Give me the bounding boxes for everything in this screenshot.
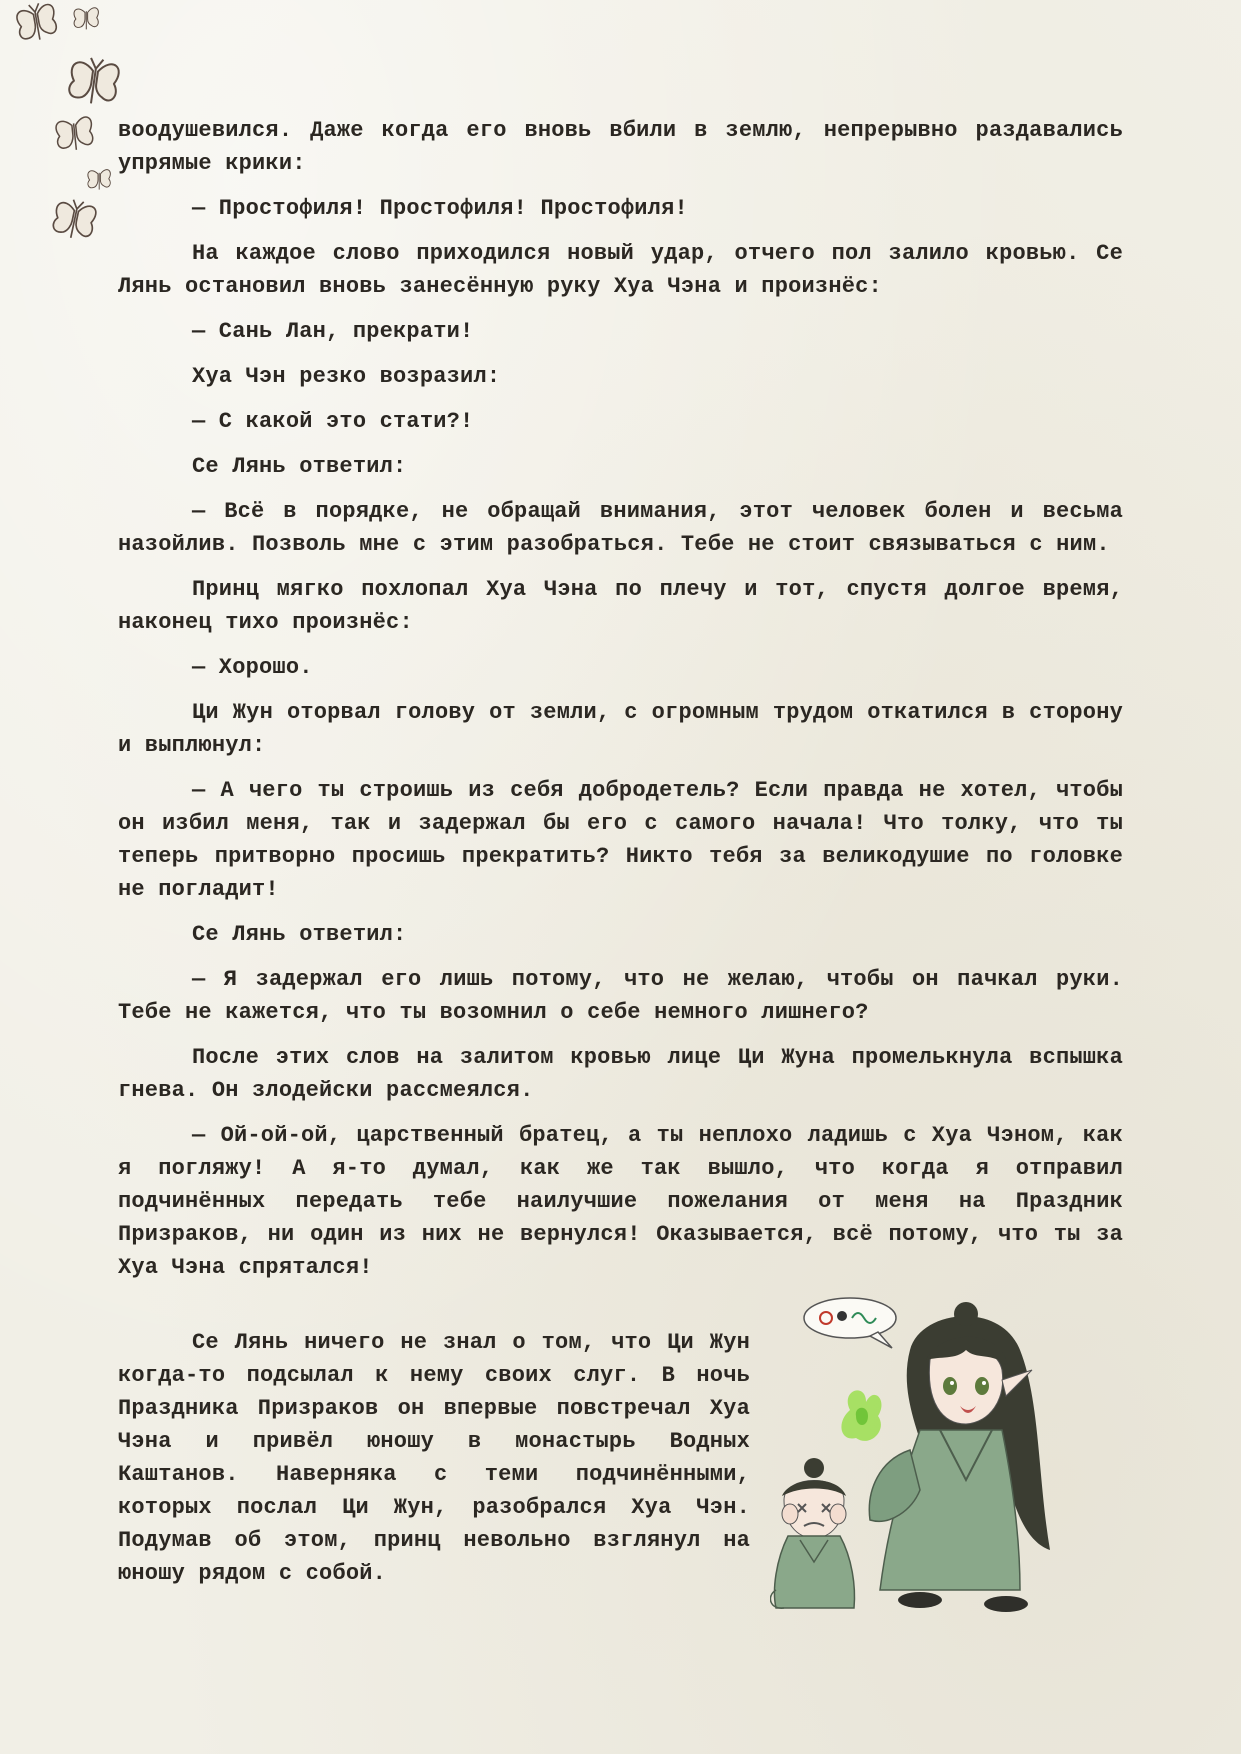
paragraph: — С какой это стати?! (192, 409, 474, 434)
paragraph: — Ой-ой-ой, царственный братец, а ты неплохо ладишь с Хуа Чэном, как я погляжу! А я-то думал, как же так вышло, что когда я отправил подчинённых передать тебе наилучшие пожелания от меня на Праздник Призраков, ни один из них не вернулся! Оказывается, всё потому, что ты за Хуа Чэна спрятался! (118, 1123, 1123, 1280)
paragraph: Ци Жун оторвал голову от земли, с огромным трудом откатился в сторону и выплюнул: (118, 700, 1123, 758)
paragraph: — Я задержал его лишь потому, что не желаю, чтобы он пачкал руки. Тебе не кажется, что ты возомнил о себе немного лишнего? (118, 967, 1123, 1025)
paragraph: — Всё в порядке, не обращай внимания, этот человек болен и весьма назойлив. Позволь мне с этим разобраться. Тебе не стоит связываться с ним. (118, 499, 1123, 557)
paragraph: — Хорошо. (192, 655, 313, 680)
paragraph: воодушевился. Даже когда его вновь вбили в землю, непрерывно раздавались упрямые крики: (118, 118, 1123, 176)
paragraph: Хуа Чэн резко возразил: (192, 364, 501, 389)
paragraph: Се Лянь ответил: (192, 454, 407, 479)
paragraph: — Простофиля! Простофиля! Простофиля! (192, 196, 688, 221)
paragraph: Се Лянь ответил: (192, 922, 407, 947)
paragraph: На каждое слово приходился новый удар, отчего пол залило кровью. Се Лянь остановил вновь занесённую руку Хуа Чэна и произнёс: (118, 241, 1123, 299)
paragraph: — А чего ты строишь из себя добродетель? Если правда не хотел, чтобы он избил меня, так и задержал бы его с самого начала! Что толку, что ты теперь притворно просишь прекратить? Никто тебя за великодушие по головке не погладит! (118, 778, 1123, 902)
paragraph: — Сань Лан, прекрати! (192, 319, 474, 344)
paragraph: После этих слов на залитом кровью лице Ци Жуна промелькнула вспышка гнева. Он злодейски рассмеялся. (118, 1045, 1123, 1103)
final-paragraph-block (118, 1326, 750, 1602)
main-text (118, 114, 1123, 1296)
paragraph: Принц мягко похлопал Хуа Чэна по плечу и тот, спустя долгое время, наконец тихо произнёс: (118, 577, 1123, 635)
paragraph: Се Лянь ничего не знал о том, что Ци Жун когда-то подсылал к нему своих слуг. В ночь Праздника Призраков он впервые повстречал Хуа Чэна и привёл юношу в монастырь Водных Каштанов. Наверняка с теми подчинёнными, которых послал Ци Жун, разобрался Хуа Чэн. Подумав об этом, принц невольно взглянул на юношу рядом с собой. (118, 1330, 750, 1586)
chibi-characters-illustration-icon (770, 1290, 1070, 1635)
